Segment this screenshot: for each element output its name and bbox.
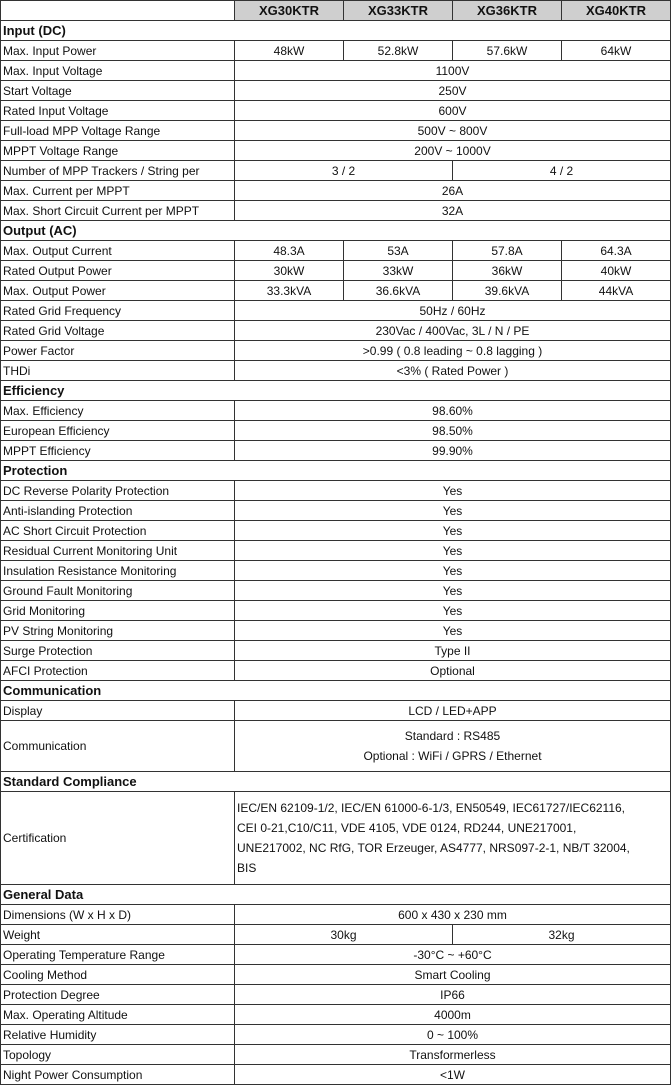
row-label: AFCI Protection: [1, 661, 235, 681]
row-value: 48kW: [235, 41, 344, 61]
section-row: [1, 681, 671, 701]
row-value: 230Vac / 400Vac, 3L / N / PE: [235, 321, 671, 341]
row-label: Power Factor: [1, 341, 235, 361]
row-label: Max. Operating Altitude: [1, 1005, 235, 1025]
row-value: 3 / 2: [235, 161, 453, 181]
row-value: 98.50%: [235, 421, 671, 441]
model-name: XG40KTR: [562, 1, 671, 21]
section-title-protection: Protection: [1, 461, 671, 481]
row-label: Number of MPP Trackers / String per: [1, 161, 235, 181]
row-label: Anti-islanding Protection: [1, 501, 235, 521]
section-row: [1, 221, 671, 241]
table-row: [1, 601, 671, 621]
table-row: [1, 1065, 671, 1085]
row-value: 44kVA: [562, 281, 671, 301]
row-value: 33kW: [344, 261, 453, 281]
table-row: [1, 41, 671, 61]
table-row: [1, 1005, 671, 1025]
row-value: 64kW: [562, 41, 671, 61]
cert-line: CEI 0-21,C10/C11, VDE 4105, VDE 0124, RD244, UNE217001,: [237, 821, 577, 835]
section-title-compliance: Standard Compliance: [1, 772, 671, 792]
row-label: Topology: [1, 1045, 235, 1065]
row-value: 39.6kVA: [453, 281, 562, 301]
table-row: [1, 501, 671, 521]
table-row: [1, 701, 671, 721]
row-value: Yes: [235, 501, 671, 521]
row-value: Type II: [235, 641, 671, 661]
row-label: MPPT Voltage Range: [1, 141, 235, 161]
table-row: [1, 661, 671, 681]
comm-optional: Optional : WiFi / GPRS / Ethernet: [363, 749, 542, 763]
section-row: [1, 21, 671, 41]
row-label: Rated Output Power: [1, 261, 235, 281]
model-name: XG36KTR: [453, 1, 562, 21]
row-value: >0.99 ( 0.8 leading ~ 0.8 lagging ): [235, 341, 671, 361]
row-label: Residual Current Monitoring Unit: [1, 541, 235, 561]
row-label: Protection Degree: [1, 985, 235, 1005]
row-label: Full-load MPP Voltage Range: [1, 121, 235, 141]
row-label: Max. Short Circuit Current per MPPT: [1, 201, 235, 221]
row-value: 57.8A: [453, 241, 562, 261]
row-value: 4 / 2: [453, 161, 671, 181]
row-value: 600 x 430 x 230 mm: [235, 905, 671, 925]
table-row: [1, 61, 671, 81]
row-label: DC Reverse Polarity Protection: [1, 481, 235, 501]
row-label: Rated Input Voltage: [1, 101, 235, 121]
table-row: [1, 161, 671, 181]
cert-line: UNE217002, NC RfG, TOR Erzeuger, AS4777, NRS097-2-1, NB/T 32004,: [237, 841, 630, 855]
row-value: 36.6kVA: [344, 281, 453, 301]
row-value: 36kW: [453, 261, 562, 281]
model-name: XG33KTR: [344, 1, 453, 21]
table-row: [1, 201, 671, 221]
table-row: [1, 965, 671, 985]
row-value: <1W: [235, 1065, 671, 1085]
row-value: 1100V: [235, 61, 671, 81]
row-value: [235, 721, 671, 772]
row-label: Operating Temperature Range: [1, 945, 235, 965]
row-label: Max. Input Power: [1, 41, 235, 61]
table-row: [1, 321, 671, 341]
row-label: Ground Fault Monitoring: [1, 581, 235, 601]
row-value: 53A: [344, 241, 453, 261]
row-label: Communication: [1, 721, 235, 772]
row-value: 600V: [235, 101, 671, 121]
table-row: [1, 361, 671, 381]
row-label: AC Short Circuit Protection: [1, 521, 235, 541]
row-label: European Efficiency: [1, 421, 235, 441]
row-label: Relative Humidity: [1, 1025, 235, 1045]
table-row: [1, 401, 671, 421]
table-row: [1, 581, 671, 601]
row-label: Weight: [1, 925, 235, 945]
table-row: [1, 621, 671, 641]
section-row: [1, 461, 671, 481]
row-label: Max. Output Power: [1, 281, 235, 301]
section-title-output-ac: Output (AC): [1, 221, 671, 241]
row-label: Cooling Method: [1, 965, 235, 985]
row-value: 250V: [235, 81, 671, 101]
comm-standard: Standard : RS485: [404, 729, 501, 743]
section-row: [1, 772, 671, 792]
section-title-communication: Communication: [1, 681, 671, 701]
table-row: [1, 481, 671, 501]
cert-line: IEC/EN 62109-1/2, IEC/EN 61000-6-1/3, EN50549, IEC61727/IEC62116,: [237, 801, 626, 815]
table-row: [1, 721, 671, 772]
row-value: 500V ~ 800V: [235, 121, 671, 141]
table-row: [1, 925, 671, 945]
row-value: [235, 792, 671, 885]
row-label: Rated Grid Voltage: [1, 321, 235, 341]
row-value: 32kg: [453, 925, 671, 945]
table-row: [1, 241, 671, 261]
section-row: [1, 885, 671, 905]
section-title-general: General Data: [1, 885, 671, 905]
row-value: 98.60%: [235, 401, 671, 421]
row-value: 64.3A: [562, 241, 671, 261]
table-row: [1, 141, 671, 161]
row-value: -30°C ~ +60°C: [235, 945, 671, 965]
row-label: MPPT Efficiency: [1, 441, 235, 461]
table-row: [1, 121, 671, 141]
table-row: [1, 905, 671, 925]
row-value: 33.3kVA: [235, 281, 344, 301]
table-row: [1, 641, 671, 661]
row-value: Yes: [235, 561, 671, 581]
model-header-row: [1, 1, 671, 21]
section-title-efficiency: Efficiency: [1, 381, 671, 401]
row-value: 40kW: [562, 261, 671, 281]
row-label: Max. Input Voltage: [1, 61, 235, 81]
table-row: [1, 441, 671, 461]
row-value: Yes: [235, 581, 671, 601]
table-row: [1, 985, 671, 1005]
row-value: 200V ~ 1000V: [235, 141, 671, 161]
row-label: Display: [1, 701, 235, 721]
table-row: [1, 945, 671, 965]
row-label: Max. Current per MPPT: [1, 181, 235, 201]
row-label: Certification: [1, 792, 235, 885]
row-value: 30kg: [235, 925, 453, 945]
row-label: Max. Efficiency: [1, 401, 235, 421]
row-label: Surge Protection: [1, 641, 235, 661]
row-value: IP66: [235, 985, 671, 1005]
table-row: [1, 561, 671, 581]
table-row: [1, 341, 671, 361]
table-row: [1, 281, 671, 301]
row-value: Yes: [235, 601, 671, 621]
row-value: Yes: [235, 521, 671, 541]
row-label: Grid Monitoring: [1, 601, 235, 621]
row-value: 30kW: [235, 261, 344, 281]
row-value: 48.3A: [235, 241, 344, 261]
table-row: [1, 261, 671, 281]
table-row: [1, 301, 671, 321]
row-value: 0 ~ 100%: [235, 1025, 671, 1045]
row-value: Yes: [235, 541, 671, 561]
row-value: 57.6kW: [453, 41, 562, 61]
row-value: <3% ( Rated Power ): [235, 361, 671, 381]
table-row: [1, 1045, 671, 1065]
table-row: [1, 521, 671, 541]
table-row: [1, 421, 671, 441]
row-value: 26A: [235, 181, 671, 201]
row-value: 32A: [235, 201, 671, 221]
row-label: Insulation Resistance Monitoring: [1, 561, 235, 581]
row-label: Rated Grid Frequency: [1, 301, 235, 321]
cert-line: BIS: [237, 861, 257, 875]
row-label: PV String Monitoring: [1, 621, 235, 641]
model-name: XG30KTR: [235, 1, 344, 21]
row-label: Dimensions (W x H x D): [1, 905, 235, 925]
table-row: [1, 541, 671, 561]
table-row: [1, 792, 671, 885]
table-row: [1, 1025, 671, 1045]
row-value: 50Hz / 60Hz: [235, 301, 671, 321]
row-label: THDi: [1, 361, 235, 381]
section-title-input-dc: Input (DC): [1, 21, 671, 41]
row-value: Yes: [235, 621, 671, 641]
row-value: Smart Cooling: [235, 965, 671, 985]
row-value: 4000m: [235, 1005, 671, 1025]
row-value: Yes: [235, 481, 671, 501]
row-value: Optional: [235, 661, 671, 681]
section-row: [1, 381, 671, 401]
row-label: Start Voltage: [1, 81, 235, 101]
table-row: [1, 81, 671, 101]
row-value: 52.8kW: [344, 41, 453, 61]
row-value: Transformerless: [235, 1045, 671, 1065]
table-row: [1, 181, 671, 201]
row-label: Night Power Consumption: [1, 1065, 235, 1085]
header-blank-cell: [1, 1, 235, 21]
row-value: LCD / LED+APP: [235, 701, 671, 721]
row-value: 99.90%: [235, 441, 671, 461]
row-label: Max. Output Current: [1, 241, 235, 261]
table-row: [1, 101, 671, 121]
